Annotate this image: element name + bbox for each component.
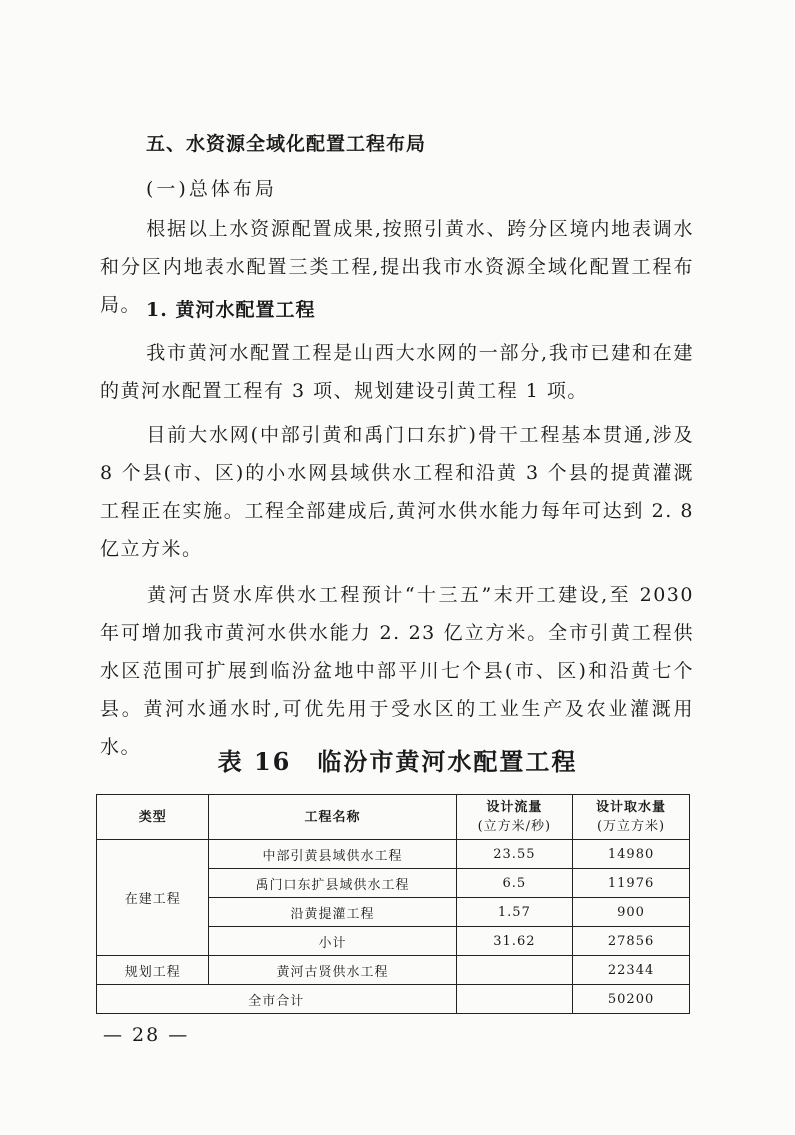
paragraph [100, 334, 694, 410]
paragraph [100, 416, 694, 568]
header-volume [573, 795, 690, 840]
header-volume-unit: (万立方米) [596, 819, 666, 834]
cell-flow: 31.62 [456, 927, 573, 956]
table-title: 表 16 临汾市黄河水配置工程 [217, 747, 578, 776]
table-row [97, 840, 690, 869]
water-project-table [96, 794, 690, 1014]
cell-flow: 6.5 [456, 869, 573, 898]
header-flow-label: 设计流量 [486, 800, 543, 815]
cell-flow: 23.55 [456, 840, 573, 869]
group-under-construction: 在建工程 [97, 840, 209, 956]
table-row-total [97, 985, 690, 1014]
paragraph-text: 我市黄河水配置工程是山西大水网的一部分,我市已建和在建的黄河水配置工程有 3 项、规划建设引黄工程 1 项。 [100, 342, 694, 402]
cell-flow [456, 956, 573, 985]
sub-heading: (一)总体布局 [146, 178, 277, 200]
cell-volume: 14980 [573, 840, 690, 869]
header-type-label: 类型 [138, 809, 167, 825]
cell-volume: 11976 [573, 869, 690, 898]
paragraph-text: 目前大水网(中部引黄和禹门口东扩)骨干工程基本贯通,涉及 8 个县(市、区)的小水网县域供水工程和沿黄 3 个县的提黄灌溉工程正在实施。工程全部建成后,黄河水供水能力每年可达到 2. 8 亿立方米。 [100, 424, 694, 560]
page-number: — 28 — [103, 1024, 190, 1046]
paragraph [100, 576, 694, 766]
cell-project-name: 禹门口东扩县域供水工程 [209, 869, 456, 898]
cell-volume: 900 [573, 898, 690, 927]
cell-flow: 1.57 [456, 898, 573, 927]
cell-project-name: 沿黄提灌工程 [209, 898, 456, 927]
table-row [97, 956, 690, 985]
item-heading: 1. 黄河水配置工程 [146, 299, 316, 321]
header-name [209, 795, 456, 840]
cell-project-name: 小计 [209, 927, 456, 956]
header-flow [456, 795, 573, 840]
cell-volume: 50200 [573, 985, 690, 1014]
cell-volume: 22344 [573, 956, 690, 985]
group-total: 全市合计 [97, 985, 457, 1014]
section-heading: 五、水资源全域化配置工程布局 [146, 133, 427, 155]
header-flow-unit: (立方米/秒) [477, 819, 552, 834]
cell-project-name: 黄河古贤供水工程 [209, 956, 456, 985]
paragraph-text: 根据以上水资源配置成果,按照引黄水、跨分区境内地表调水和分区内地表水配置三类工程,提出我市水资源全域化配置工程布局。 [100, 218, 694, 316]
cell-project-name: 中部引黄县域供水工程 [209, 840, 456, 869]
cell-volume: 27856 [573, 927, 690, 956]
paragraph-text: 黄河古贤水库供水工程预计“十三五”末开工建设,至 2030 年可增加我市黄河水供水能力 2. 23 亿立方米。全市引黄工程供水区范围可扩展到临汾盆地中部平川七个县(市、区)和沿黄七个县。黄河水通水时,可优先用于受水区的工业生产及农业灌溉用水。 [100, 584, 694, 758]
group-planned: 规划工程 [97, 956, 209, 985]
header-type [97, 795, 209, 840]
table-header-row [97, 795, 690, 840]
cell-flow [456, 985, 573, 1014]
header-name-label: 工程名称 [304, 809, 361, 825]
header-volume-label: 设计取水量 [596, 800, 667, 815]
